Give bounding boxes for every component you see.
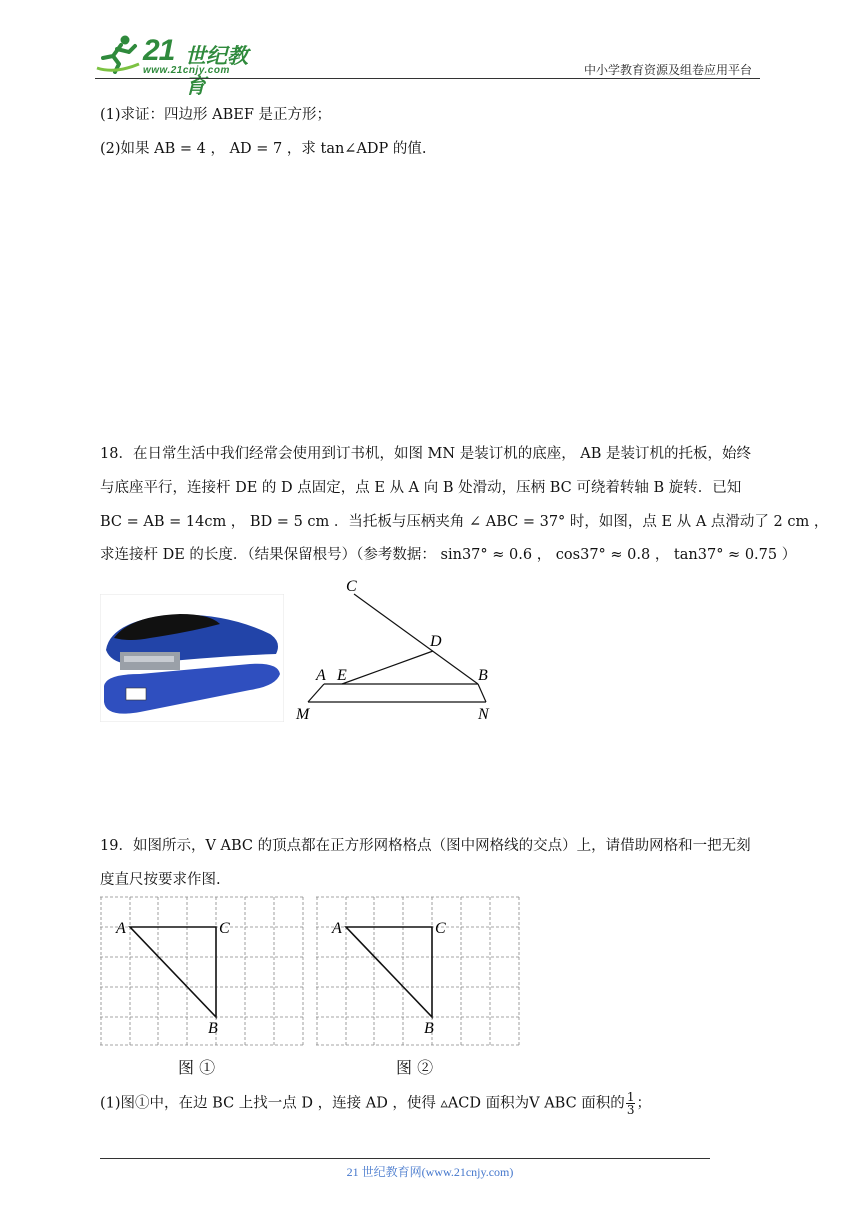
header-divider xyxy=(95,78,760,79)
fraction-numerator: 1 xyxy=(626,1090,635,1104)
logo-text: 21 xyxy=(143,34,175,67)
fig1-caption: 图 ① xyxy=(178,1058,216,1077)
q19-part1 xyxy=(100,1091,651,1116)
grid-figure-2 xyxy=(316,895,520,1047)
label-C: C xyxy=(346,578,357,595)
fig2-caption: 图 ② xyxy=(396,1058,434,1077)
runner-logo-icon xyxy=(95,34,143,74)
grid-figure-1 xyxy=(100,895,304,1047)
label-N: N xyxy=(478,706,489,723)
platform-title: 中小学教育资源及组卷应用平台 xyxy=(583,63,752,77)
label-A: A xyxy=(316,667,326,684)
label-E: E xyxy=(337,667,347,684)
grid1-label-C: C xyxy=(219,920,230,937)
q18-line4: 求连接杆 DE 的长度．（结果保留根号）（参考数据： sin37° ≈ 0.6 ， cos37° ≈ 0.8 ， tan37° ≈ 0.75 ） xyxy=(100,547,797,563)
q19-part1-end: ； xyxy=(636,1095,651,1112)
label-M: M xyxy=(296,706,310,723)
fraction-one-third xyxy=(626,1091,636,1116)
stapler-photo xyxy=(100,594,284,722)
q19-line2: 度直尺按要求作图. xyxy=(100,872,221,888)
q18-line1: 18．在日常生活中我们经常会使用到订书机，如图 MN 是装订机的底座， AB 是装订机的托板，始终 xyxy=(100,446,752,462)
grid1-label-B: B xyxy=(208,1020,218,1037)
q17-part2: (2)如果 AB = 4 ， AD = 7 ，求 tan∠ADP 的值. xyxy=(100,141,427,157)
grid2-label-B: B xyxy=(424,1020,434,1037)
site-logo[interactable] xyxy=(95,34,265,98)
q19-line1: 19．如图所示，V ABC 的顶点都在正方形网格格点（图中网格线的交点）上，请借助网格和一把无刻 xyxy=(100,838,751,854)
label-D: D xyxy=(430,633,442,650)
q17-part1: (1)求证：四边形 ABEF 是正方形； xyxy=(100,107,332,123)
footer-link[interactable]: 21 世纪教育网(www.21cnjy.com) xyxy=(346,1165,514,1179)
grid2-label-C: C xyxy=(435,920,446,937)
q18-line3: BC = AB = 14cm ， BD = 5 cm ．当托板与压柄夹角 ∠ ABC = 37° 时，如图，点 E 从 A 点滑动了 2 cm ， xyxy=(100,514,829,530)
grid2-label-A: A xyxy=(332,920,342,937)
grid1-label-A: A xyxy=(116,920,126,937)
logo-url: www.21cnjy.com xyxy=(143,65,230,76)
page-header xyxy=(0,0,860,98)
fraction-denominator: 3 xyxy=(626,1103,635,1117)
logo-suffix: 世纪教育 xyxy=(185,44,248,98)
footer-divider xyxy=(100,1158,710,1159)
label-B: B xyxy=(478,667,488,684)
stapler-geometry-diagram xyxy=(290,574,510,724)
q18-line2: 与底座平行，连接杆 DE 的 D 点固定，点 E 从 A 向 B 处滑动，压柄 BC 可绕着转轴 B 旋转．已知 xyxy=(100,480,742,496)
q19-part1-text: (1)图①中，在边 BC 上找一点 D ，连接 AD ，使得 ▵ACD 面积为V ABC 面积的 xyxy=(100,1095,625,1112)
